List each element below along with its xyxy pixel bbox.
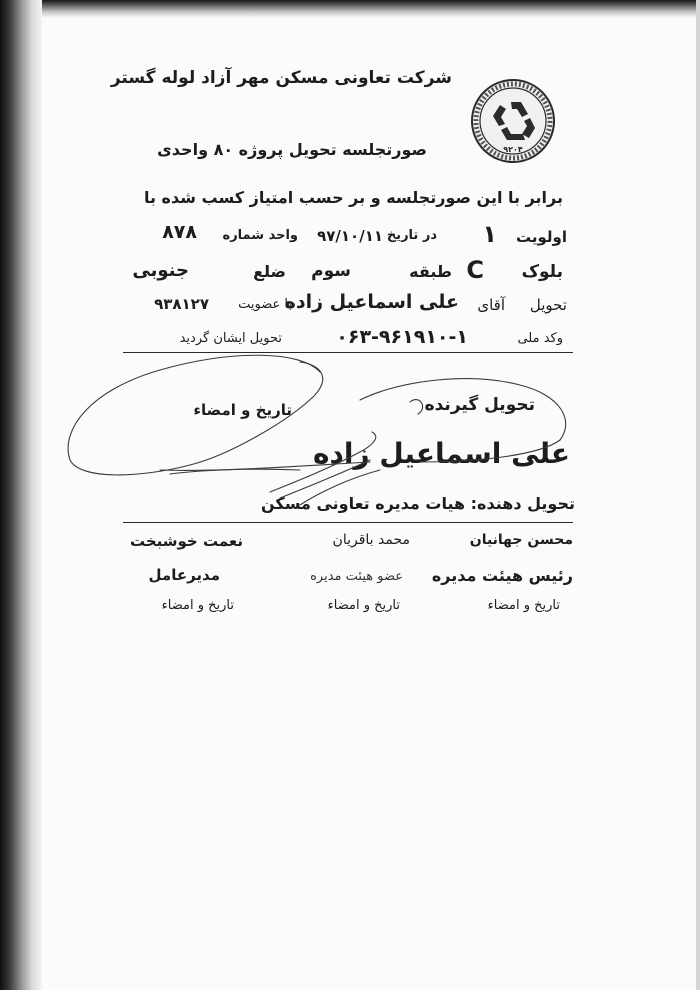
receiver-label: تحویل گیرنده xyxy=(424,395,535,415)
top-edge-shadow xyxy=(42,0,700,18)
side-label: ضلع xyxy=(253,262,286,281)
unit-number: ۸۷۸ xyxy=(162,221,197,243)
priority-label: اولویت xyxy=(515,228,567,246)
company-seal-icon xyxy=(470,78,556,164)
document-title: صورتجلسه تحویل پروژه ۸۰ واحدی xyxy=(157,140,427,159)
floor-value: سوم xyxy=(311,261,351,281)
national-code-label: وکد ملی xyxy=(517,331,563,346)
board-member-sign: تاریخ و امضاء xyxy=(161,598,234,613)
book-binding-shadow xyxy=(0,0,42,990)
board-member-role: عضو هیئت مدیره xyxy=(310,569,403,584)
side-value: جنوبی xyxy=(132,260,189,281)
membership-label: با عضویت xyxy=(238,297,292,312)
board-member-name: محسن جهانیان xyxy=(469,532,573,548)
date-value: ۹۷/۱۰/۱۱ xyxy=(317,227,383,245)
receiver-name: علی اسماعیل زاده xyxy=(313,437,570,470)
giver-label: تحویل دهنده: هیات مدیره تعاونی مسکن xyxy=(261,494,575,513)
company-name: شرکت تعاونی مسکن مهر آزاد لوله گستر xyxy=(110,68,452,88)
seal-number: ۹۲۰۴ xyxy=(503,145,523,154)
board-member-name: نعمت خوشبخت xyxy=(129,532,243,550)
national-code-value: ۰۶۳-۹۶۱۹۱۰-۱ xyxy=(336,326,468,348)
board-member-name: محمد باقریان xyxy=(332,532,410,548)
block-value: C xyxy=(466,256,484,284)
board-member-role: مدیرعامل xyxy=(148,566,220,584)
divider-line xyxy=(123,352,573,353)
mr-label: آقای xyxy=(477,296,505,314)
board-divider-line xyxy=(123,522,573,523)
handover-text: تحویل ایشان گردید xyxy=(179,331,282,346)
floor-label: طبقه xyxy=(409,262,452,281)
board-member-sign: تاریخ و امضاء xyxy=(327,598,400,613)
priority-value: ۱ xyxy=(482,220,497,248)
block-label: بلوک xyxy=(521,262,563,282)
membership-number: ۹۳۸۱۲۷ xyxy=(154,295,209,313)
member-name: علی اسماعیل زاده xyxy=(284,291,459,313)
date-label: در تاریخ xyxy=(386,228,437,243)
intro-sentence: برابر با این صورتجلسه و بر حسب امتیاز کسب شده با xyxy=(143,188,563,207)
receiver-date-sign-label: تاریخ و امضاء xyxy=(193,401,292,419)
board-member-sign: تاریخ و امضاء xyxy=(487,598,560,613)
page-edge xyxy=(696,0,700,990)
delivery-label: تحویل xyxy=(529,296,567,314)
board-member-role: رئیس هیئت مدیره xyxy=(431,566,573,585)
unit-label: واحد شماره xyxy=(222,228,298,243)
